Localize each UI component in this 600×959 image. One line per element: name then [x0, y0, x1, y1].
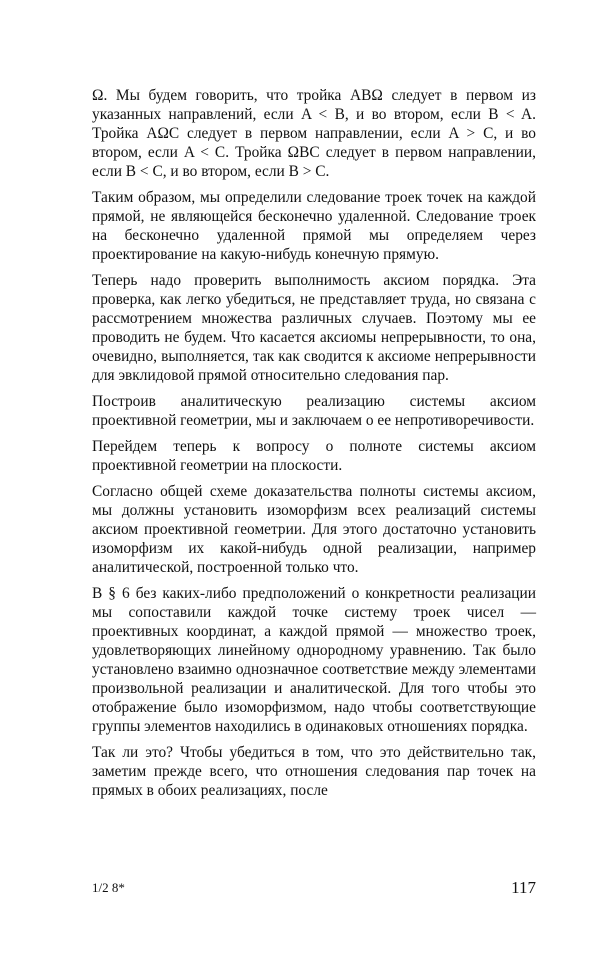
paragraph-2: Таким образом, мы определили следование троек точек на каждой прямой, не являющейся бесконечно удаленной. Следование троек на бесконечно удаленной прямой мы определяем через проектирование на какую-нибудь конечную прямую.	[92, 189, 536, 263]
paragraph-4: Построив аналитическую реализацию системы аксиом проективной геометрии, мы и заключаем о ее непротиворечивости.	[92, 393, 536, 429]
page-body	[92, 86, 536, 807]
paragraph-8: Так ли это? Чтобы убедиться в том, что это действительно так, заметим прежде всего, что отношения следования пар точек на прямых в обоих реализациях, после	[92, 744, 536, 799]
paragraph-7: В § 6 без каких-либо предположений о конкретности реализации мы сопоставили каждой точке систему троек чисел — проективных координат, а каждой прямой — множество троек, удовлетворяющих линейному однородному уравнению. Так было установлено взаимно однозначное соответствие между элементами произвольной реализации и аналитической. Для того чтобы это отображение было изоморфизмом, надо чтобы соответствующие группы элементов находились в одинаковых отношениях порядка.	[92, 585, 536, 735]
page-number: 117	[511, 878, 536, 897]
paragraph-5: Перейдем теперь к вопросу о полноте системы аксиом проективной геометрии на плоскости.	[92, 438, 536, 474]
paragraph-6: Согласно общей схеме доказательства полноты системы аксиом, мы должны установить изоморфизм всех реализаций системы аксиом проективной геометрии. Для этого достаточно установить изоморфизм их какой-нибудь одной реализации, например аналитической, построенной только что.	[92, 483, 536, 576]
paragraph-1: Ω. Мы будем говорить, что тройка ABΩ следует в первом из указанных направлений, если A < B, и во втором, если B < A. Тройка AΩC следует в первом направлении, если A > C, и во втором, если A < C. Тройка ΩBC следует в первом направлении, если B < C, и во втором, если B > C.	[92, 87, 536, 180]
page-footer	[92, 878, 536, 908]
signature-mark: 1/2 8*	[92, 880, 125, 895]
paragraph-3: Теперь надо проверить выполнимость аксиом порядка. Эта проверка, как легко убедиться, не представляет труда, но связана с рассмотрением множества различных случаев. Поэтому мы ее проводить не будем. Что касается аксиомы непрерывности, то она, очевидно, выполняется, так как сводится к аксиоме непрерывности для эвклидовой прямой относительно следования пар.	[92, 272, 536, 384]
